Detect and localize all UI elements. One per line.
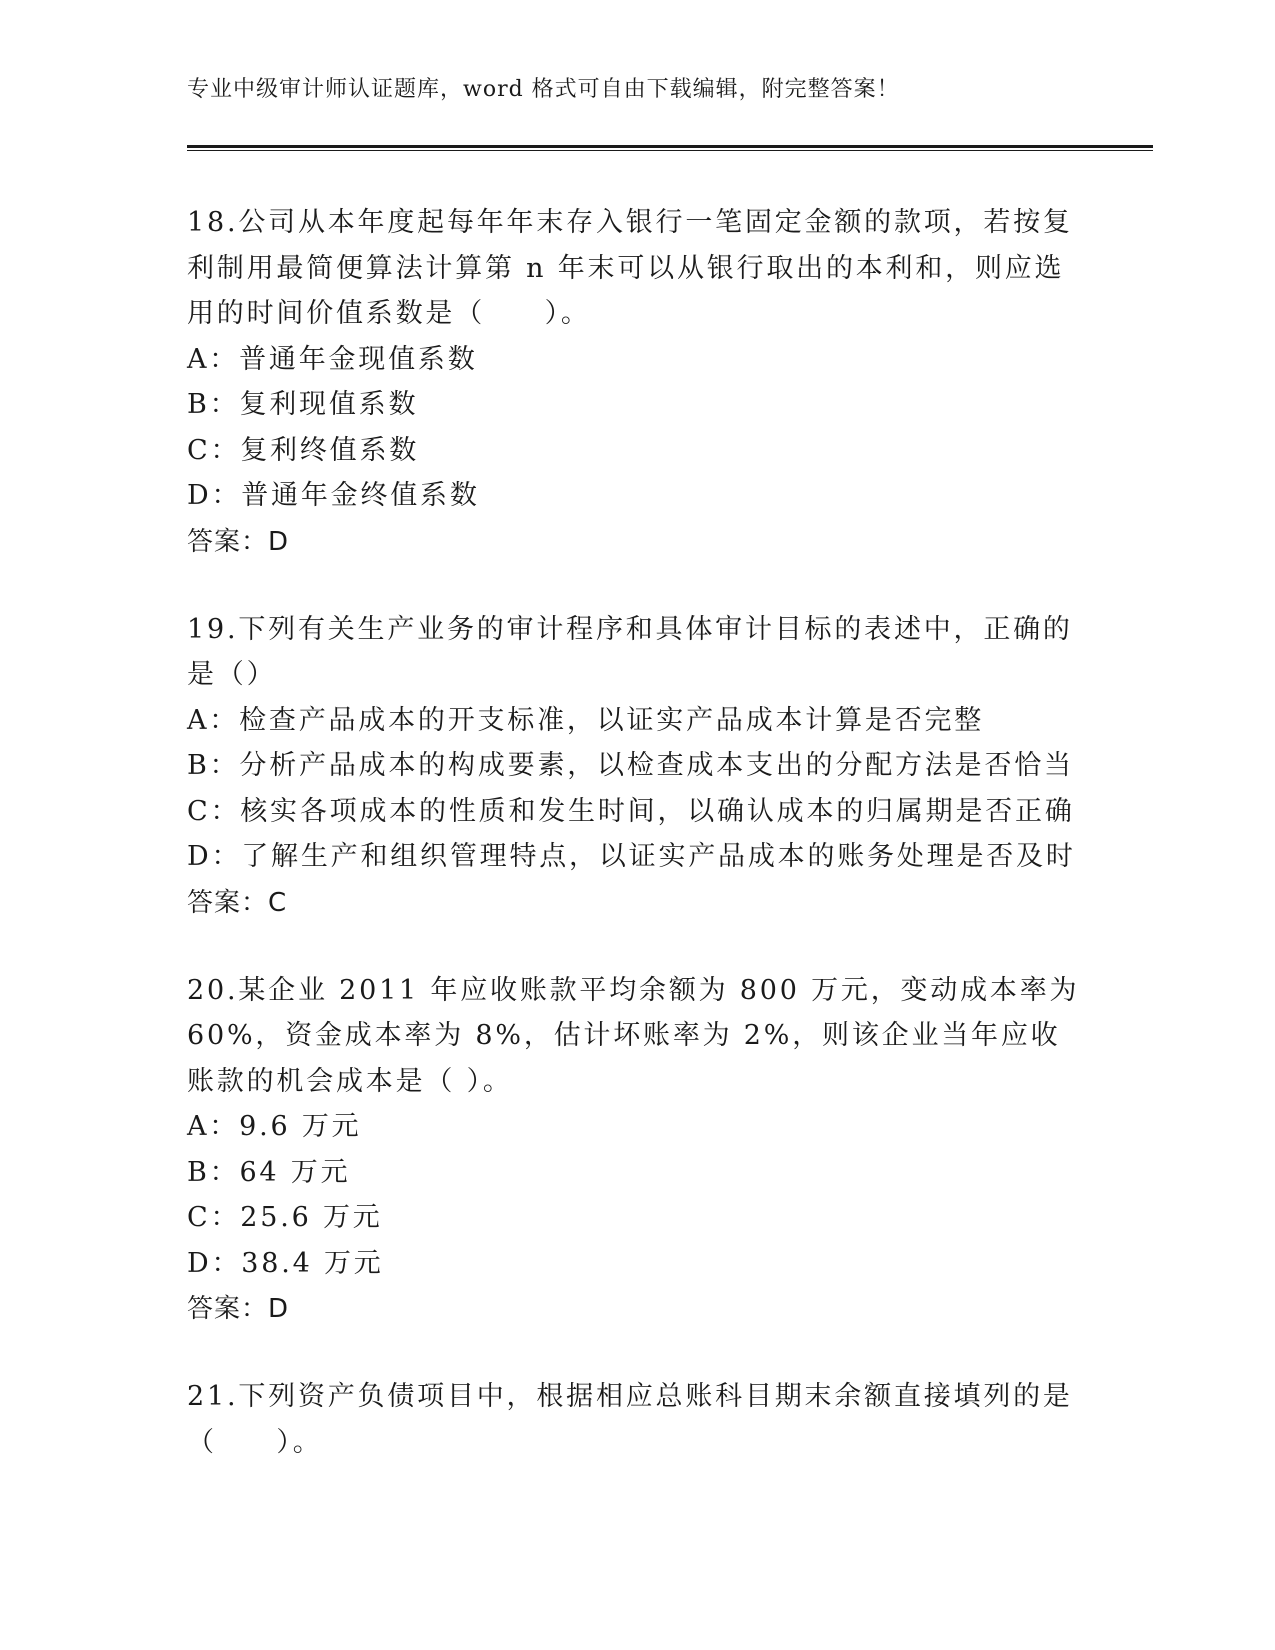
option-d: D：38.4 万元 (187, 1247, 384, 1279)
option-c: C：核实各项成本的性质和发生时间，以确认成本的归属期是否正确 (187, 795, 1075, 827)
question-stem: 19.下列有关生产业务的审计程序和具体审计目标的表述中，正确的是（） (187, 613, 1073, 690)
question-stem: 20.某企业 2011 年应收账款平均余额为 800 万元，变动成本率为 60%，资金成本率为 8%，估计坏账率为 2%，则该企业当年应收账款的机会成本是（ ）。 (187, 974, 1080, 1097)
option-c: C：25.6 万元 (187, 1202, 383, 1233)
option-a: A：9.6 万元 (187, 1111, 362, 1142)
option-d: D：了解生产和组织管理特点，以证实产品成本的账务处理是否及时 (187, 841, 1076, 872)
answer: 答案：C (187, 887, 288, 918)
page-header: 专业中级审计师认证题库，word 格式可自由下载编辑，附完整答案！ (187, 77, 900, 102)
question-18 (187, 200, 1087, 565)
header-divider (187, 145, 1153, 151)
question-stem: 21.下列资产负债项目中，根据相应总账科目期末余额直接填列的是（ ）。 (187, 1381, 1073, 1458)
question-21 (187, 1374, 1087, 1465)
question-stem: 18.公司从本年度起每年年末存入银行一笔固定金额的款项，若按复利制用最简便算法计算第 n 年末可以从银行取出的本利和，则应选用的时间价值系数是（ ）。 (187, 207, 1073, 329)
option-a: A：检查产品成本的开支标准，以证实产品成本计算是否完整 (187, 704, 985, 736)
option-c: C：复利终值系数 (187, 434, 420, 466)
option-b: B：分析产品成本的构成要素，以检查成本支出的分配方法是否恰当 (187, 750, 1074, 781)
question-19 (187, 607, 1087, 926)
option-b: B：复利现值系数 (187, 389, 419, 420)
question-20 (187, 968, 1087, 1333)
option-d: D：普通年金终值系数 (187, 480, 480, 511)
option-a: A：普通年金现值系数 (187, 343, 478, 375)
option-b: B：64 万元 (187, 1156, 351, 1188)
question-list (187, 200, 1087, 1507)
answer: 答案：D (187, 1294, 290, 1324)
answer: 答案：D (187, 526, 290, 557)
